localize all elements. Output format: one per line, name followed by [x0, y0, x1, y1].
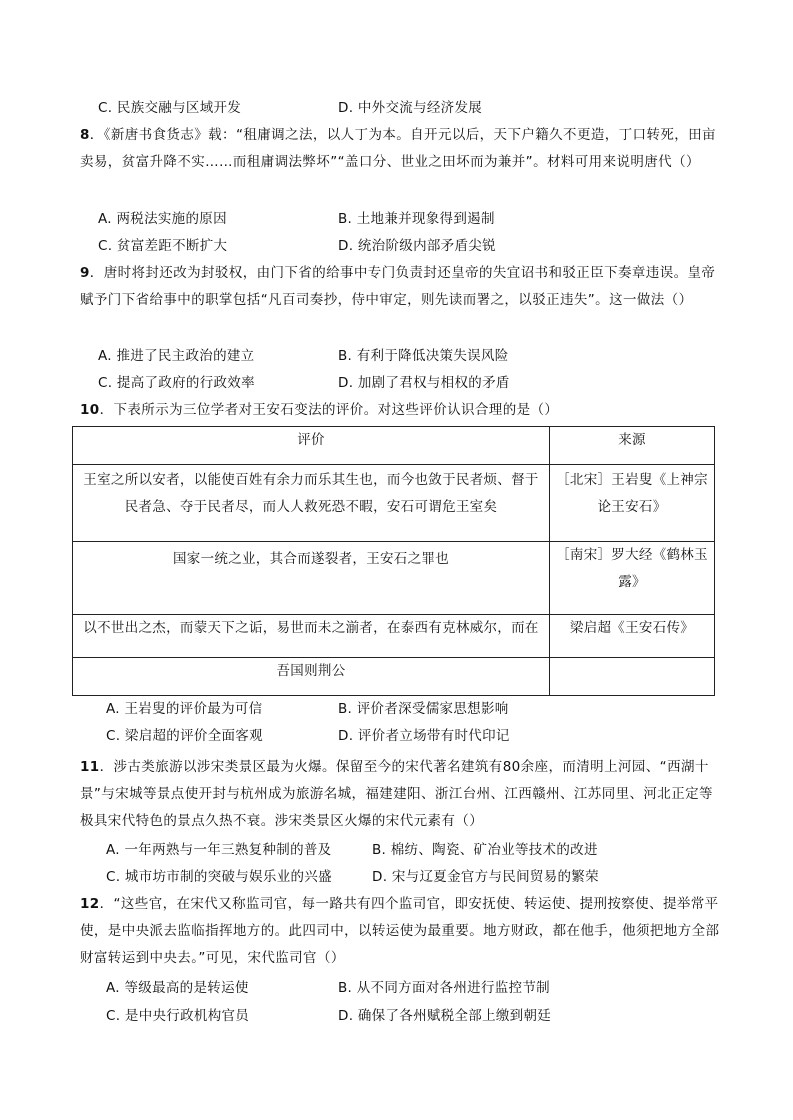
- q7-option-d: D. 中外交流与经济发展: [338, 100, 483, 116]
- q11-option-a: A. 一年两熟与一年三熟复种制的普及: [106, 842, 332, 858]
- q8-option-d: D. 统治阶级内部矛盾尖锐: [338, 238, 496, 254]
- q12-option-b: B. 从不同方面对各州进行监控节制: [338, 980, 550, 996]
- table-row: [73, 658, 715, 696]
- q10-option-c: C. 梁启超的评价全面客观: [106, 728, 263, 744]
- question-10: [80, 397, 720, 424]
- q9-option-d: D. 加剧了君权与相权的矛盾: [338, 375, 510, 391]
- question-8-number: 8: [80, 127, 90, 143]
- q9-option-a: A. 推进了民主政治的建立: [98, 348, 255, 364]
- q11-option-b: B. 棉纺、陶瓷、矿冶业等技术的改进: [372, 842, 598, 858]
- table-cell-source: [550, 658, 715, 696]
- q9-option-b: B. 有利于降低决策失误风险: [338, 348, 509, 364]
- table-header-evaluation: 评价: [73, 427, 550, 465]
- q10-option-a: A. 王岩叟的评价最为可信: [106, 701, 263, 717]
- q11-option-d: D. 宋与辽夏金官方与民间贸易的繁荣: [372, 869, 599, 885]
- question-11-stem: ．涉古类旅游以涉宋类景区最为火爆。保留至今的宋代著名建筑有80余座，而清明上河园、“西湖十景”与宋城等景点使开封与杭州成为旅游名城，福建建阳、浙江台州、江西赣州、江苏同里、河北正定等极具宋代特色的景点久热不衰。涉宋类景区火爆的宋代元素有（）: [80, 759, 713, 829]
- question-8-stem: ．《新唐书食货志》载：“租庸调之法，以人丁为本。自开元以后，天下户籍久不更造，丁口转死，田亩卖易，贫富升降不实……而租庸调法弊坏”“盖口分、世业之田坏而为兼并”。材料可用来说明唐代（）: [80, 127, 716, 170]
- q10-option-d: D. 评价者立场带有时代印记: [338, 728, 510, 744]
- table-header-row: [73, 427, 715, 465]
- question-9: [80, 260, 720, 314]
- question-8: [80, 122, 720, 176]
- q12-option-c: C. 是中央行政机构官员: [106, 1008, 250, 1024]
- table-cell-source: 梁启超《王安石传》: [550, 615, 715, 658]
- table-header-source: 来源: [550, 427, 715, 465]
- q11-option-c: C. 城市坊市制的突破与娱乐业的兴盛: [106, 869, 332, 885]
- question-12-stem: ．“这些官，在宋代又称监司官，每一路共有四个监司官，即安抚使、转运使、提刑按察使、提举常平使，是中央派去监临指挥地方的。此四司中，以转运使为最重要。地方财政，都在他手，他须把地方全部财富转运到中央去。”可见，宋代监司官（）: [80, 896, 720, 966]
- q9-option-c: C. 提高了政府的行政效率: [98, 375, 255, 391]
- q8-option-a: A. 两税法实施的原因: [98, 211, 227, 227]
- question-11: [80, 754, 720, 835]
- question-9-number: 9: [80, 265, 90, 281]
- q8-option-c: C. 贫富差距不断扩大: [98, 238, 228, 254]
- q8-option-b: B. 土地兼并现象得到遏制: [338, 211, 495, 227]
- question-9-stem: ．唐时将封还改为封驳权，由门下省的给事中专门负责封还皇帝的失宜诏书和驳正臣下奏章违误。皇帝赋予门下省给事中的职掌包括“凡百司奏抄，侍中审定，则先读而署之，以驳正违失”。这一做法（）: [80, 265, 716, 308]
- table-cell-evaluation: 国家一统之业，其合而遂裂者，王安石之罪也: [73, 542, 550, 615]
- table-cell-evaluation: 吾国则荆公: [73, 658, 550, 696]
- table-cell-source: ［北宋］王岩叟《上神宗论王安石》: [550, 465, 715, 542]
- q12-option-a: A. 等级最高的是转运使: [106, 980, 249, 996]
- question-10-number: 10: [80, 402, 100, 418]
- evaluation-table: [72, 426, 715, 696]
- q7-option-c: C. 民族交融与区域开发: [98, 100, 242, 116]
- q10-option-b: B. 评价者深受儒家思想影响: [338, 701, 509, 717]
- table-row: [73, 615, 715, 658]
- question-10-stem: ．下表所示为三位学者对王安石变法的评价。对这些评价认识合理的是（）: [99, 402, 559, 418]
- question-12-number: 12: [80, 896, 100, 912]
- table-cell-evaluation: 以不世出之杰，而蒙天下之诟，易世而未之湔者，在泰西有克林威尔，而在: [73, 615, 550, 658]
- question-11-number: 11: [80, 759, 100, 775]
- table-row: [73, 542, 715, 615]
- question-12: [80, 891, 720, 972]
- table-cell-evaluation: 王室之所以安者，以能使百姓有余力而乐其生也，而今也敛于民者烦、督于民者急、夺于民者尽，而人人救死恐不暇，安石可谓危王室矣: [73, 465, 550, 542]
- table-cell-source: ［南宋］罗大经《鹤林玉露》: [550, 542, 715, 615]
- table-row: [73, 465, 715, 542]
- q12-option-d: D. 确保了各州赋税全部上缴到朝廷: [338, 1008, 552, 1024]
